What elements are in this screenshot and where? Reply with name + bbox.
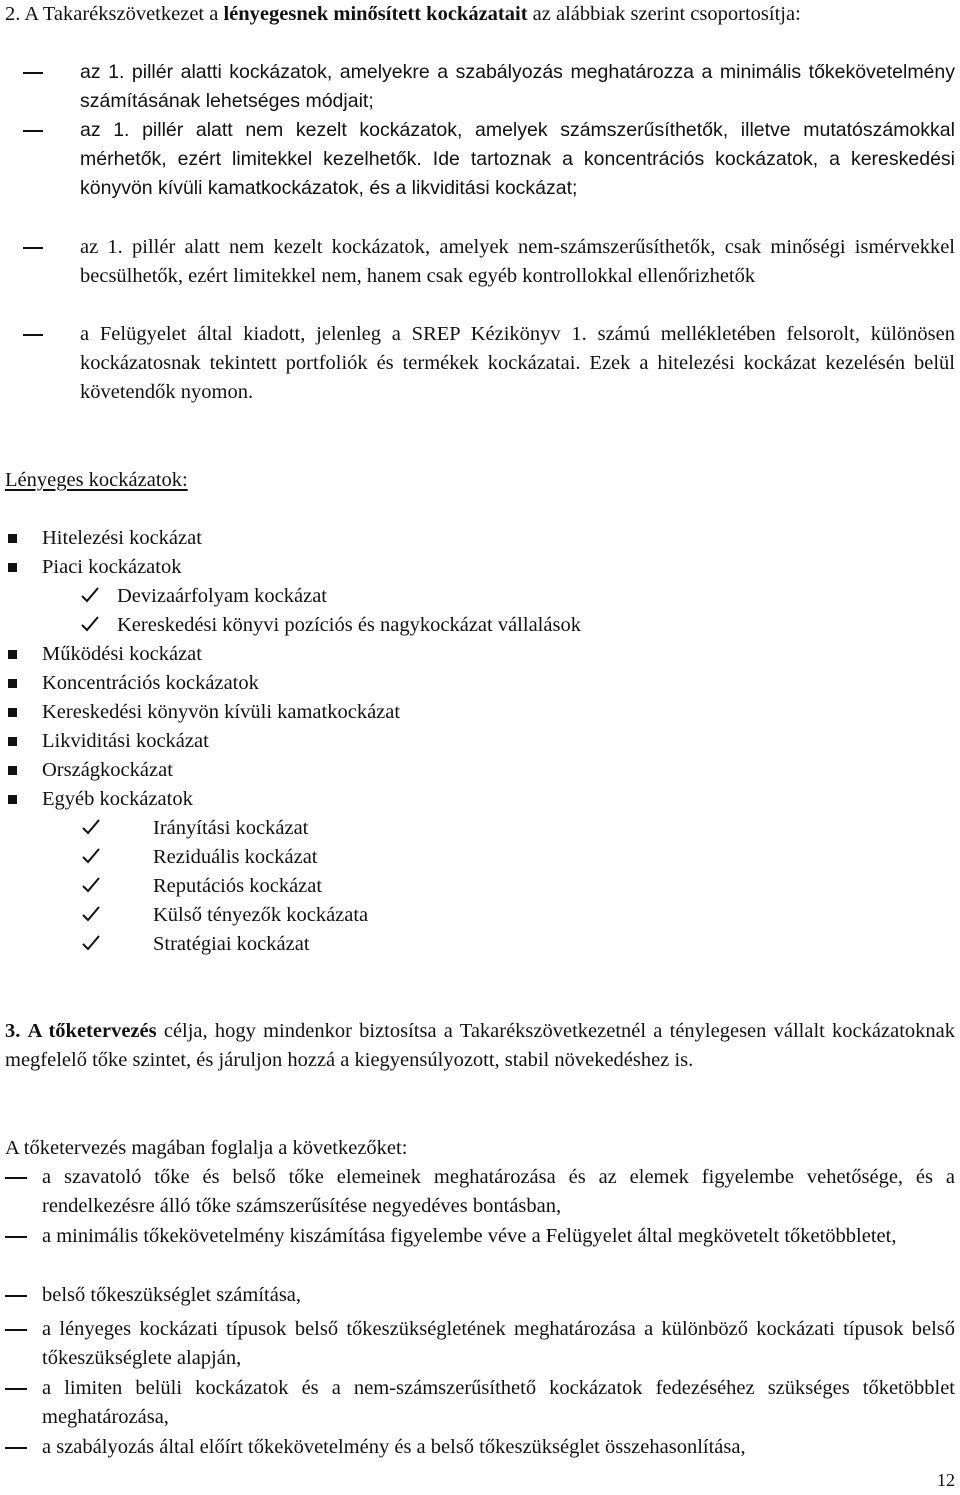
risk-subitem <box>5 930 955 959</box>
square-bullet-icon <box>8 795 17 804</box>
section3-item-3 <box>5 1281 955 1310</box>
dash-icon <box>23 72 43 74</box>
risk-sublabel: Irányítási kockázat <box>153 817 309 839</box>
risk-sublabel: Reziduális kockázat <box>153 846 318 868</box>
section3-num: 3. <box>5 1020 21 1042</box>
section3-item-4-text: a lényeges kockázati típusok belső tőkeszükségletének meghatározása a különböző kockázati típusok belső tőkeszükséglete alapján, <box>42 1318 955 1369</box>
risk-label: Likviditási kockázat <box>42 730 209 752</box>
section2-intro-prefix: 2. A Takarékszövetkezet a <box>5 3 224 25</box>
section3-item-5 <box>5 1374 955 1432</box>
section3-intro <box>5 1017 955 1075</box>
square-bullet-icon <box>8 534 17 543</box>
dash-icon <box>5 1177 27 1179</box>
risk-sublabel: Reputációs kockázat <box>153 875 323 897</box>
dash-icon <box>5 1388 27 1390</box>
risk-item <box>5 524 955 553</box>
section2-item-4-text: a Felügyelet által kiadott, jelenleg a SREP Kézikönyv 1. számú mellékletében felsorolt, különösen kockázatosnak tekintett portfoliók és termékek kockázatai. Ezek a hitelezési kockázat kezelésén belül követendők nyomon. <box>80 323 955 403</box>
dash-icon <box>5 1295 27 1297</box>
risk-subitem <box>5 901 955 930</box>
risk-subitem <box>5 582 955 611</box>
risk-subitem <box>5 843 955 872</box>
dash-icon <box>5 1329 27 1331</box>
section3-item-3-text: belső tőkeszükséglet számítása, <box>42 1284 302 1306</box>
risk-item <box>5 640 955 669</box>
square-bullet-icon <box>8 766 17 775</box>
section3-rest: célja, hogy mindenkor biztosítsa a Takarékszövetkezetnél a ténylegesen vállalt kockázatoknak megfelelő tőke szintet, és járuljon hozzá a kiegyensúlyozott, stabil növekedéshez is. <box>5 1020 955 1071</box>
checkmark-icon <box>81 904 101 924</box>
risk-item <box>5 727 955 756</box>
section2-item-2-text: az 1. pillér alatt nem kezelt kockázatok, amelyek számszerűsíthetők, illetve mutatószámokkal mérhetők, ezért limitekkel kezelhetők. Ide tartoznak a koncentrációs kockázatok, a kereskedési könyvön kívüli kamatkockázatok, és a likviditási kockázat; <box>80 119 955 199</box>
risk-subitem <box>5 872 955 901</box>
risk-sublabel: Devizaárfolyam kockázat <box>117 585 328 607</box>
risk-item <box>5 698 955 727</box>
risk-subitem <box>5 611 955 640</box>
section2-intro-bold: lényegesnek minősített kockázatait <box>223 3 528 25</box>
square-bullet-icon <box>8 563 17 572</box>
checkmark-icon <box>80 614 100 634</box>
dash-icon <box>5 1236 27 1238</box>
checkmark-icon <box>81 933 101 953</box>
section3-item-4 <box>5 1315 955 1373</box>
section3-item-2-text: a minimális tőkekövetelmény kiszámítása figyelembe véve a Felügyelet által megkövetelt tőketöbbletet, <box>42 1225 897 1247</box>
section2-item-1-text: az 1. pillér alatti kockázatok, amelyekre a szabályozás meghatározza a minimális tőkekövetelmény számításának lehetséges módjait; <box>80 61 955 112</box>
square-bullet-icon <box>8 650 17 659</box>
page-number: 12 <box>937 1470 955 1490</box>
square-bullet-icon <box>8 679 17 688</box>
risk-label: Országkockázat <box>42 759 173 781</box>
risk-label: Kereskedési könyvön kívüli kamatkockázat <box>42 701 401 723</box>
checkmark-icon <box>81 875 101 895</box>
section3-item-1-text: a szavatoló tőke és belső tőke elemeinek meghatározása és az elemek figyelembe vehetősége, és a rendelkezésre álló tőke számszerűsítése negyedéves bontásban, <box>42 1166 955 1217</box>
risk-label: Hitelezési kockázat <box>42 527 202 549</box>
risk-sublabel: Kereskedési könyvi pozíciós és nagykockázat vállalások <box>117 614 581 636</box>
section2-item-1 <box>5 58 955 116</box>
section3-item-5-text: a limiten belüli kockázatok és a nem-számszerűsíthető kockázatok fedezéséhez szükséges tőketöbblet meghatározása, <box>42 1377 955 1428</box>
risk-item <box>5 756 955 785</box>
square-bullet-icon <box>8 737 17 746</box>
section3-item-1 <box>5 1163 955 1221</box>
risk-sublabel: Stratégiai kockázat <box>153 933 310 955</box>
checkmark-icon <box>81 817 101 837</box>
risk-label: Működési kockázat <box>42 643 202 665</box>
section3-item-6-text: a szabályozás által előírt tőkekövetelmény és a belső tőkeszükséglet összehasonlítása, <box>42 1436 746 1458</box>
risk-item <box>5 553 955 582</box>
dash-icon <box>23 334 43 336</box>
risk-label: Egyéb kockázatok <box>42 788 193 810</box>
dash-icon <box>23 130 43 132</box>
section3-item-6 <box>5 1433 955 1462</box>
risk-item <box>5 785 955 814</box>
section2-intro-suffix: az alábbiak szerint csoportosítja: <box>527 3 801 25</box>
risks-heading: Lényeges kockázatok: <box>5 469 188 491</box>
section2-item-2 <box>5 116 955 203</box>
section2-item-4 <box>5 320 955 407</box>
risk-sublabel: Külső tényezők kockázata <box>153 904 369 926</box>
risk-label: Piaci kockázatok <box>42 556 182 578</box>
dash-icon <box>23 247 43 249</box>
risk-label: Koncentrációs kockázatok <box>42 672 259 694</box>
checkmark-icon <box>80 585 100 605</box>
risk-item <box>5 669 955 698</box>
risks-list <box>5 524 955 959</box>
section2-item-3-text: az 1. pillér alatt nem kezelt kockázatok, amelyek nem-számszerűsíthetők, csak minőségi ismérvekkel becsülhetők, ezért limitekkel nem, hanem csak egyéb kontrollokkal ellenőrizhetők <box>80 236 955 287</box>
section3-bold: A tőketervezés <box>27 1020 157 1042</box>
section2-item-3 <box>5 233 955 291</box>
checkmark-icon <box>81 846 101 866</box>
section3-item-2 <box>5 1222 955 1251</box>
dash-icon <box>5 1447 27 1449</box>
risk-subitem <box>5 814 955 843</box>
square-bullet-icon <box>8 708 17 717</box>
section3-list-intro: A tőketervezés magában foglalja a következőket: <box>5 1137 408 1159</box>
section2-intro <box>5 0 955 29</box>
